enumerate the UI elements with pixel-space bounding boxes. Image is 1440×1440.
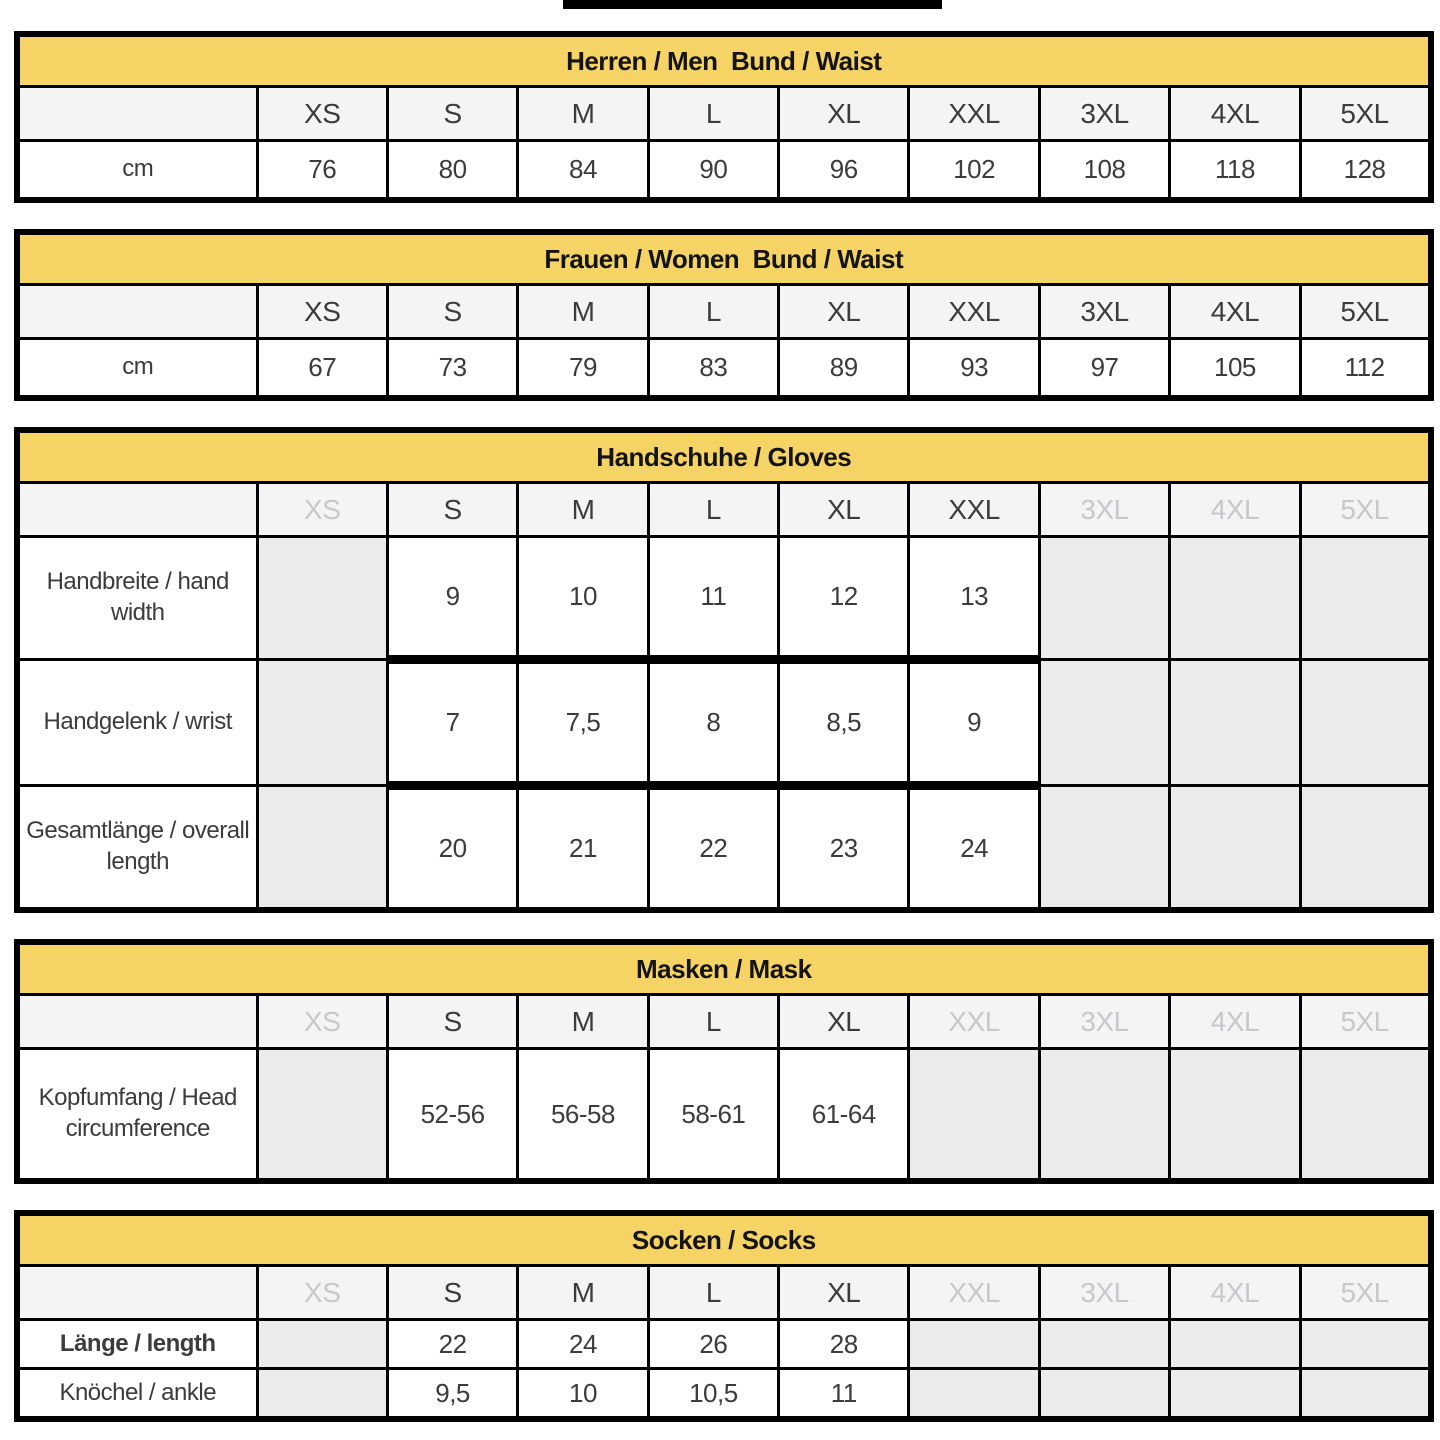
corner-cell: [17, 87, 257, 141]
size-header-5xl: 5XL: [1300, 285, 1430, 339]
value-cell-5xl: [1300, 1320, 1431, 1369]
value-cell-m: 7,5: [518, 660, 648, 786]
title-row: [17, 1213, 1431, 1266]
value-cell-xs: [257, 1049, 387, 1182]
size-header-row: [17, 483, 1431, 537]
row-label: cm: [17, 141, 257, 201]
value-cell-4xl: 118: [1170, 141, 1300, 201]
size-header-xl: XL: [779, 483, 909, 537]
value-cell-xs: [257, 1320, 387, 1369]
value-cell-l: 26: [648, 1320, 778, 1369]
value-cell-3xl: 97: [1039, 339, 1169, 399]
value-cell-l: 10,5: [648, 1369, 778, 1420]
size-header-xl: XL: [779, 87, 909, 141]
value-cell-3xl: [1039, 537, 1169, 660]
title-row: [17, 34, 1431, 87]
value-cell-xxl: 24: [909, 786, 1039, 911]
corner-cell: [17, 995, 257, 1049]
value-cell-xl: 8,5: [779, 660, 909, 786]
size-header-xxl: XXL: [909, 285, 1039, 339]
size-tables-container: [14, 31, 1428, 1440]
size-header-3xl: 3XL: [1039, 483, 1169, 537]
row-label: Handgelenk / wrist: [17, 660, 257, 786]
size-header-m: M: [518, 483, 648, 537]
value-cell-3xl: [1039, 786, 1169, 911]
value-cell-4xl: 105: [1170, 339, 1300, 399]
value-cell-m: 84: [518, 141, 648, 201]
table-row: [17, 1320, 1431, 1369]
value-cell-xxl: [909, 1320, 1039, 1369]
size-header-l: L: [648, 285, 778, 339]
value-cell-xxl: [909, 1049, 1039, 1182]
corner-cell: [17, 483, 257, 537]
size-header-xl: XL: [779, 285, 909, 339]
size-header-5xl: 5XL: [1300, 87, 1430, 141]
row-label: Kopfumfang / Head circumference: [17, 1049, 257, 1182]
value-cell-5xl: 112: [1300, 339, 1430, 399]
size-header-row: [17, 1266, 1431, 1320]
value-cell-3xl: [1039, 1369, 1169, 1420]
size-header-xs: XS: [257, 483, 387, 537]
corner-cell: [17, 1266, 257, 1320]
size-header-xl: XL: [779, 1266, 909, 1320]
size-header-m: M: [518, 1266, 648, 1320]
value-cell-xs: [257, 660, 387, 786]
size-header-l: L: [648, 1266, 778, 1320]
value-cell-4xl: [1170, 537, 1300, 660]
value-cell-s: 22: [387, 1320, 517, 1369]
table-row: [17, 1049, 1431, 1182]
size-header-4xl: 4XL: [1170, 1266, 1300, 1320]
value-cell-xxl: 102: [909, 141, 1039, 201]
value-cell-4xl: [1170, 786, 1300, 911]
table-title-masks: Masken / Mask: [17, 942, 1431, 995]
table-row: [17, 339, 1431, 399]
value-cell-xl: 96: [779, 141, 909, 201]
value-cell-xl: 89: [779, 339, 909, 399]
size-header-3xl: 3XL: [1039, 1266, 1169, 1320]
size-header-s: S: [387, 483, 517, 537]
title-row: [17, 232, 1431, 285]
value-cell-xxl: 9: [909, 660, 1039, 786]
value-cell-m: 24: [518, 1320, 648, 1369]
value-cell-xl: 11: [779, 1369, 909, 1420]
size-table-women-waist: [14, 229, 1434, 401]
size-header-xs: XS: [257, 1266, 387, 1320]
size-header-3xl: 3XL: [1039, 285, 1169, 339]
size-table-masks: [14, 939, 1434, 1184]
size-header-xxl: XXL: [909, 1266, 1039, 1320]
value-cell-5xl: 128: [1300, 141, 1430, 201]
table-title-socks: Socken / Socks: [17, 1213, 1431, 1266]
value-cell-5xl: [1300, 1049, 1430, 1182]
size-header-3xl: 3XL: [1039, 87, 1169, 141]
row-label: Knöchel / ankle: [17, 1369, 257, 1420]
value-cell-4xl: [1170, 1320, 1300, 1369]
size-header-m: M: [518, 285, 648, 339]
value-cell-l: 58-61: [648, 1049, 778, 1182]
corner-cell: [17, 285, 257, 339]
value-cell-3xl: 108: [1039, 141, 1169, 201]
table-title-women-waist: Frauen / Women Bund / Waist: [17, 232, 1431, 285]
value-cell-3xl: [1039, 1049, 1169, 1182]
title-row: [17, 942, 1431, 995]
value-cell-xs: 76: [257, 141, 387, 201]
value-cell-m: 79: [518, 339, 648, 399]
size-header-5xl: 5XL: [1300, 995, 1430, 1049]
value-cell-xxl: 93: [909, 339, 1039, 399]
size-header-xl: XL: [779, 995, 909, 1049]
value-cell-4xl: [1170, 1049, 1300, 1182]
table-row: [17, 537, 1431, 660]
size-table-men-waist: [14, 31, 1434, 203]
size-header-l: L: [648, 995, 778, 1049]
value-cell-l: 83: [648, 339, 778, 399]
row-label: Gesamtlänge / overall length: [17, 786, 257, 911]
size-header-s: S: [387, 995, 517, 1049]
value-cell-l: 11: [648, 537, 778, 660]
value-cell-l: 90: [648, 141, 778, 201]
value-cell-l: 22: [648, 786, 778, 911]
value-cell-5xl: [1300, 1369, 1431, 1420]
size-header-xxl: XXL: [909, 87, 1039, 141]
size-header-4xl: 4XL: [1170, 483, 1300, 537]
table-row: [17, 141, 1431, 201]
table-row: [17, 660, 1431, 786]
table-title-men-waist: Herren / Men Bund / Waist: [17, 34, 1431, 87]
value-cell-5xl: [1300, 660, 1430, 786]
value-cell-m: 21: [518, 786, 648, 911]
value-cell-m: 10: [518, 537, 648, 660]
size-header-row: [17, 87, 1431, 141]
size-header-m: M: [518, 87, 648, 141]
value-cell-s: 52-56: [387, 1049, 517, 1182]
size-header-row: [17, 995, 1431, 1049]
row-label: Länge / length: [17, 1320, 257, 1369]
value-cell-xs: 67: [257, 339, 387, 399]
size-header-s: S: [387, 1266, 517, 1320]
value-cell-s: 20: [387, 786, 517, 911]
size-header-5xl: 5XL: [1300, 483, 1430, 537]
value-cell-5xl: [1300, 537, 1430, 660]
size-header-4xl: 4XL: [1170, 87, 1300, 141]
size-header-4xl: 4XL: [1170, 285, 1300, 339]
size-header-4xl: 4XL: [1170, 995, 1300, 1049]
value-cell-s: 80: [387, 141, 517, 201]
size-header-3xl: 3XL: [1039, 995, 1169, 1049]
size-header-5xl: 5XL: [1300, 1266, 1431, 1320]
size-header-row: [17, 285, 1431, 339]
size-header-xs: XS: [257, 995, 387, 1049]
value-cell-5xl: [1300, 786, 1430, 911]
size-header-xxl: XXL: [909, 995, 1039, 1049]
value-cell-xl: 23: [779, 786, 909, 911]
row-label: Handbreite / hand width: [17, 537, 257, 660]
size-header-l: L: [648, 87, 778, 141]
cropped-table-edge: [563, 0, 942, 9]
value-cell-m: 10: [518, 1369, 648, 1420]
row-label: cm: [17, 339, 257, 399]
value-cell-xxl: [909, 1369, 1039, 1420]
value-cell-s: 7: [387, 660, 517, 786]
value-cell-3xl: [1039, 1320, 1169, 1369]
title-row: [17, 430, 1431, 483]
size-table-gloves: [14, 427, 1434, 913]
value-cell-m: 56-58: [518, 1049, 648, 1182]
value-cell-s: 73: [387, 339, 517, 399]
value-cell-4xl: [1170, 660, 1300, 786]
value-cell-4xl: [1170, 1369, 1300, 1420]
value-cell-xl: 61-64: [779, 1049, 909, 1182]
value-cell-xl: 12: [779, 537, 909, 660]
value-cell-3xl: [1039, 660, 1169, 786]
size-header-xs: XS: [257, 285, 387, 339]
value-cell-s: 9: [387, 537, 517, 660]
size-header-s: S: [387, 285, 517, 339]
size-header-s: S: [387, 87, 517, 141]
table-title-gloves: Handschuhe / Gloves: [17, 430, 1431, 483]
size-table-socks: [14, 1210, 1434, 1422]
size-header-xs: XS: [257, 87, 387, 141]
value-cell-xs: [257, 786, 387, 911]
table-row: [17, 786, 1431, 911]
value-cell-s: 9,5: [387, 1369, 517, 1420]
value-cell-xl: 28: [779, 1320, 909, 1369]
size-header-m: M: [518, 995, 648, 1049]
value-cell-l: 8: [648, 660, 778, 786]
value-cell-xs: [257, 1369, 387, 1420]
size-header-xxl: XXL: [909, 483, 1039, 537]
size-header-l: L: [648, 483, 778, 537]
table-row: [17, 1369, 1431, 1420]
value-cell-xs: [257, 537, 387, 660]
value-cell-xxl: 13: [909, 537, 1039, 660]
